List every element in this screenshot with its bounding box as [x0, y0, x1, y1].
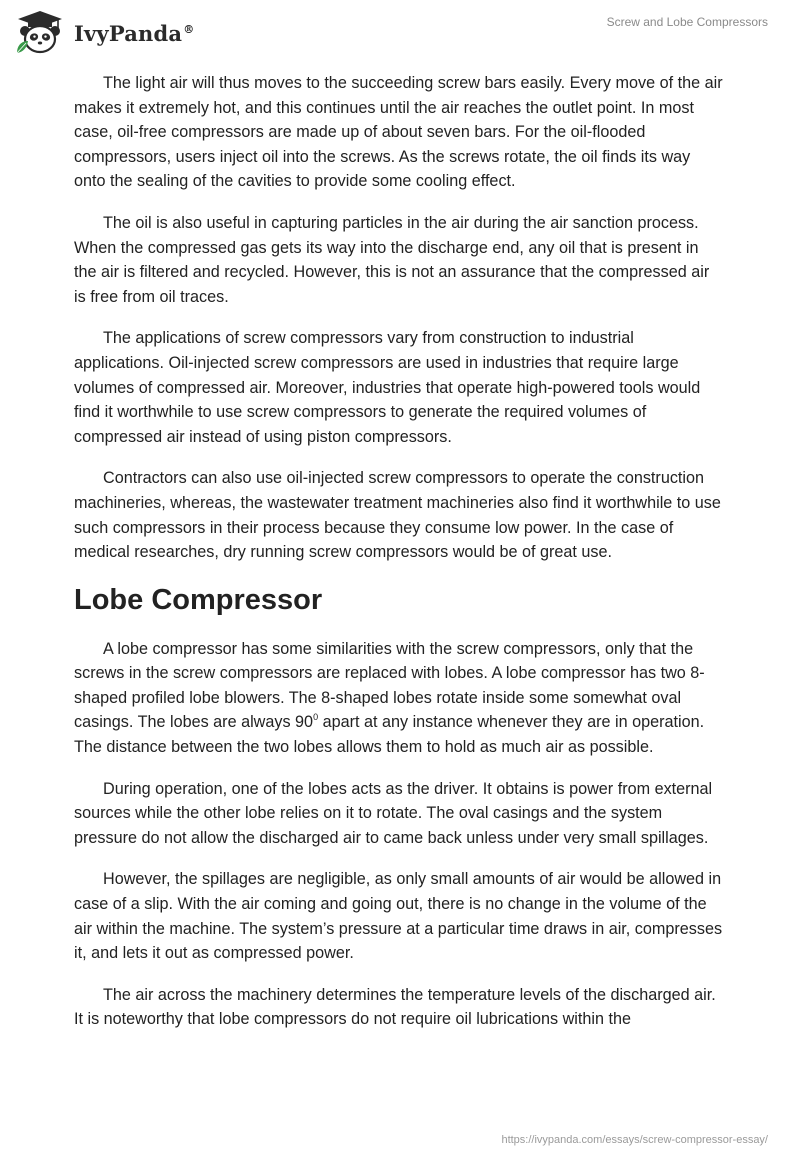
section-heading: Lobe Compressor — [74, 583, 323, 616]
paragraph: The oil is also useful in capturing particles in the air during the air sanction process. When the compressed gas gets its way into the discharge end, any oil that is present in the air is filtered and recycled. However, this is not an assurance that the compressed air is free from oil traces. — [74, 213, 710, 306]
source-url[interactable]: https://ivypanda.com/essays/screw-compressor-essay/ — [501, 1134, 768, 1146]
paragraph: During operation, one of the lobes acts as the driver. It obtains is power from external sources while the other lobe relies on it to rotate. The oval casings and the system pressure do not allow the discharged air to came back unless under very small spillages. — [74, 779, 713, 847]
panda-graduate-icon — [14, 9, 66, 55]
page-header — [0, 0, 800, 60]
degree-superscript: 0 — [313, 712, 319, 723]
paragraph: Contractors can also use oil-injected screw compressors to operate the construction machineries, whereas, the wastewater treatment machineries also find it worthwhile to use such compressors in their process because they consume low power. In the case of medical researches, dry running screw compressors would be of great use. — [74, 469, 721, 562]
paragraph: The applications of screw compressors vary from construction to industrial applications. Oil-injected screw compressors are used in industries that require large volumes of compressed air. Moreover, industries that operate high-powered tools would find it worthwhile to use screw compressors to generate the required volumes of compressed air instead of using piston compressors. — [74, 329, 701, 446]
paragraph: The air across the machinery determines the temperature levels of the discharged air. It is noteworthy that lobe compressors do not require oil lubrications within the — [74, 985, 716, 1029]
paragraph: The light air will thus moves to the succeeding screw bars easily. Every move of the air makes it extremely hot, and this continues until the air reaches the outlet point. In most case, oil-free compressors are made up of about seven bars. For the oil-flooded compressors, users inject oil into the screws. As the screws rotate, the oil finds its way onto the sealing of the cavities to provide some cooling effect. — [74, 74, 723, 191]
logo-text: IvyPanda® — [74, 20, 195, 46]
ivypanda-logo[interactable] — [14, 9, 194, 55]
paragraph: A lobe compressor has some similarities with the screw compressors, only that the screws in the screw compressors are replaced with lobes. A lobe compressor has two 8-shaped profiled lobe blowers. The 8-shaped lobes rotate inside some somewhat oval casings. The lobes are always $90^0$ apart at any instance whenever they are in operation. The distance between the two lobes allows them to hold as much air as possible. — [74, 639, 705, 757]
paragraph: However, the spillages are negligible, as only small amounts of air would be allowed in case of a slip. With the air coming and going out, there is no change in the volume of the air within the machine. The system’s pressure at a particular time draws in air, compresses it, and lets it out as compressed power. — [74, 870, 723, 963]
essay-content — [74, 71, 724, 1049]
document-title: Screw and Lobe Compressors — [606, 15, 768, 29]
